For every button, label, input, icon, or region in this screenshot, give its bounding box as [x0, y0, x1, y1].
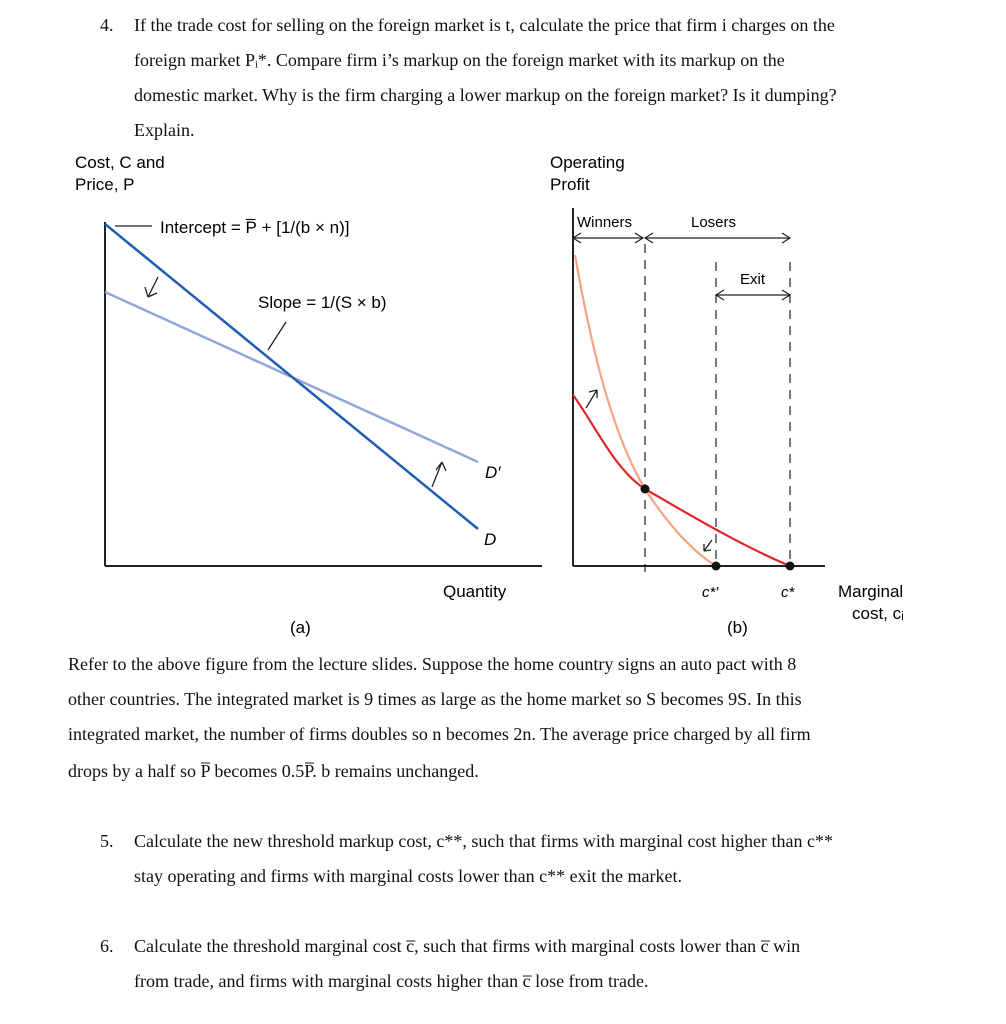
intercept-arrow-icon [145, 277, 158, 297]
panel-b-ylabel-1: Operating [550, 153, 625, 172]
curve-d-prime-label: D′ [485, 463, 501, 482]
slope-label: Slope = 1/(S × b) [258, 293, 387, 312]
c-star-prime-point [712, 562, 721, 571]
curve-d-label: D [484, 530, 497, 549]
curve-d [105, 224, 478, 529]
panel-a-caption: (a) [290, 618, 311, 637]
question-4-number: 4. [100, 15, 114, 35]
question-6-number: 6. [100, 936, 114, 956]
paragraph-line-3: integrated market, the number of firms doubles so n becomes 2n. The average price charged by all firm [68, 724, 811, 744]
paragraph-line-1: Refer to the above figure from the lecture slides. Suppose the home country signs an auto pact with 8 [68, 654, 797, 674]
question-6-line-1: Calculate the threshold marginal cost c̅, such that firms with marginal costs lower than c̅ win [134, 936, 801, 956]
question-4-line-3: domestic market. Why is the firm charging a lower markup on the foreign market? Is it dumping? [134, 85, 837, 105]
panel-b-caption: (b) [727, 618, 748, 637]
panel-b-ylabel-2: Profit [550, 175, 590, 194]
panel-a [75, 153, 542, 637]
paragraph-line-4: drops by a half so P̅ becomes 0.5P̅. b remains unchanged. [68, 761, 479, 781]
tick-c-star: c* [781, 584, 795, 601]
exit-label: Exit [740, 271, 766, 288]
question-4-line-2: foreign market Pᵢ*. Compare firm i’s markup on the foreign market with its markup on the [134, 50, 785, 70]
question-5-number: 5. [100, 831, 114, 851]
question-5-line-2: stay operating and firms with marginal costs lower than c** exit the market. [134, 866, 683, 886]
c-shift-arrow-icon [704, 540, 712, 551]
paragraph-line-2: other countries. The integrated market is 9 times as large as the home market so S becomes 9S. In this [68, 689, 802, 709]
intersection-point [641, 485, 650, 494]
panel-b [550, 153, 904, 637]
intercept-label: Intercept = P̅ + [1/(b × n)] [160, 218, 350, 237]
question-4-line-1: If the trade cost for selling on the foreign market is t, calculate the price that firm i charges on the [134, 15, 835, 35]
panel-b-xlabel-1: Marginal [838, 582, 904, 601]
winners-label: Winners [577, 214, 633, 231]
shift-arrow-icon [432, 462, 446, 487]
profit-curve-before [573, 395, 790, 566]
curve-shift-arrow-icon [586, 390, 597, 408]
figure [0, 145, 1006, 645]
question-5-line-1: Calculate the new threshold markup cost, c**, such that firms with marginal cost higher than c** [134, 831, 833, 851]
question-6-line-2: from trade, and firms with marginal costs higher than c̅ lose from trade. [134, 971, 649, 991]
losers-label: Losers [691, 214, 737, 231]
panel-b-xlabel-2: cost, cᵢ [852, 604, 904, 623]
panel-a-ylabel-2: Price, P [75, 175, 135, 194]
panel-a-ylabel-1: Cost, C and [75, 153, 165, 172]
c-star-point [786, 562, 795, 571]
question-4-line-4: Explain. [134, 120, 195, 140]
panel-a-xlabel: Quantity [443, 582, 507, 601]
slope-leader [268, 322, 286, 350]
tick-c-star-prime: c*′ [702, 584, 719, 601]
